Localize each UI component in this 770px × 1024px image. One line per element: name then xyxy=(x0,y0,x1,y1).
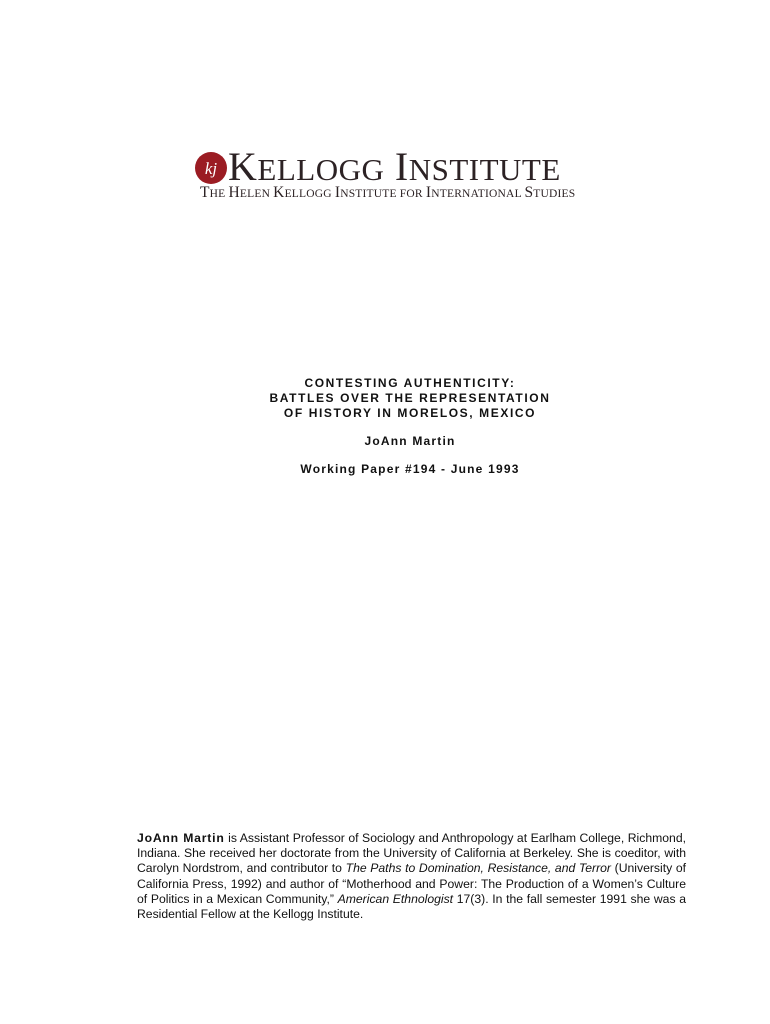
bio-author-name: JoAnn Martin xyxy=(137,831,225,845)
working-paper-info: Working Paper #194 - June 1993 xyxy=(300,462,520,476)
logo-title: KELLOGG INSTITUTE xyxy=(228,144,561,189)
author-name: JoAnn Martin xyxy=(364,434,456,448)
title-line: CONTESTING AUTHENTICITY: xyxy=(304,376,516,390)
svg-text:kj: kj xyxy=(204,159,218,178)
bio-text: is Assistant Professor of Sociology and Anthropology at Earlham College, Richmond, Indiana. She received her doctorate from the University of California at Berkeley. She is coeditor, with Carolyn Nordstrom, and contributor to xyxy=(137,831,686,876)
logo-subtitle: THE HELEN KELLOGG INSTITUTE FOR INTERNATIONAL STUDIES xyxy=(200,184,576,201)
bio-book-title: The Paths to Domination, Resistance, and Terror xyxy=(345,861,611,876)
title-line: OF HISTORY IN MORELOS, MEXICO xyxy=(283,406,537,420)
bio-text: 17(3). In the fall semester 1991 she was a Residential Fellow at the Kellogg Institute. xyxy=(137,891,686,922)
author-bio xyxy=(137,831,686,922)
kellogg-logo-icon xyxy=(194,151,228,185)
bio-journal-title: American Ethnologist xyxy=(337,891,454,906)
paper-title xyxy=(160,376,660,421)
title-line: BATTLES OVER THE REPRESENTATION xyxy=(269,391,551,405)
bio-text: (University of California Press, 1992) and author of “Motherhood and Power: The Production of a Women’s Culture of Politics in a Mexican Community,” xyxy=(137,861,687,906)
kellogg-institute-logo xyxy=(194,144,584,203)
